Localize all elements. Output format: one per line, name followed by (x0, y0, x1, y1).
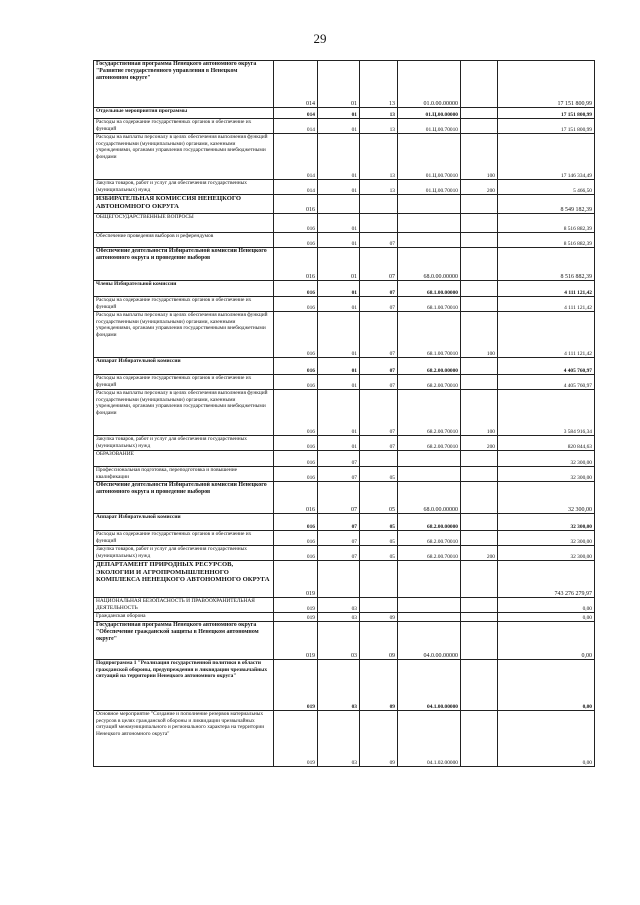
row-expense-type-code (461, 598, 498, 613)
row-expense-type-code (461, 531, 498, 546)
row-section-code: 01 (318, 297, 360, 312)
row-subsection-code: 07 (360, 375, 398, 390)
row-target-article-code: 01.0.00.00000 (398, 61, 461, 108)
row-subsection-code: 05 (360, 531, 398, 546)
row-ministry-code: 016 (274, 214, 318, 233)
row-ministry-code: 016 (274, 281, 318, 297)
row-expense-type-code (461, 248, 498, 281)
row-target-article-code (398, 467, 461, 482)
row-amount: 4 111 121,42 (498, 297, 595, 312)
row-ministry-code: 016 (274, 195, 318, 214)
row-section-code: 01 (318, 312, 360, 358)
row-expense-type-code (461, 561, 498, 598)
row-ministry-code: 019 (274, 598, 318, 613)
table-row (94, 312, 595, 358)
row-target-article-code: 01.Ц.00.70010 (398, 180, 461, 195)
row-subsection-code: 07 (360, 233, 398, 248)
table-row (94, 514, 595, 531)
row-section-code: 01 (318, 390, 360, 436)
row-section-code: 01 (318, 375, 360, 390)
row-ministry-code: 014 (274, 180, 318, 195)
row-expense-type-code (461, 613, 498, 622)
table-row (94, 358, 595, 375)
row-section-code (318, 195, 360, 214)
row-expense-type-code (461, 375, 498, 390)
row-target-article-code: 68.2.00.70010 (398, 390, 461, 436)
row-ministry-code: 014 (274, 119, 318, 134)
row-expense-type-code: 200 (461, 180, 498, 195)
row-name: Аппарат Избирательной комиссии (94, 514, 274, 531)
row-section-code: 07 (318, 451, 360, 467)
row-target-article-code (398, 214, 461, 233)
row-target-article-code: 68.2.00.70010 (398, 546, 461, 561)
row-expense-type-code (461, 482, 498, 514)
row-ministry-code: 019 (274, 561, 318, 598)
row-expense-type-code (461, 233, 498, 248)
row-ministry-code: 016 (274, 248, 318, 281)
row-ministry-code: 016 (274, 297, 318, 312)
table-row (94, 375, 595, 390)
row-target-article-code: 68.1.00.70010 (398, 312, 461, 358)
row-name: Отдельные мероприятия программы (94, 108, 274, 119)
row-ministry-code: 016 (274, 451, 318, 467)
row-amount: 0,00 (498, 613, 595, 622)
row-expense-type-code: 200 (461, 436, 498, 451)
row-amount: 4 405 760,97 (498, 358, 595, 375)
row-name: Расходы на содержание государственных органов и обеспечение их функций (94, 375, 274, 390)
row-section-code: 01 (318, 108, 360, 119)
row-section-code: 01 (318, 358, 360, 375)
table-row (94, 622, 595, 660)
row-subsection-code: 13 (360, 134, 398, 180)
row-section-code: 07 (318, 514, 360, 531)
row-name: Закупка товаров, работ и услуг для обеспечения государственных (муниципальных) нужд (94, 180, 274, 195)
row-section-code (318, 561, 360, 598)
row-amount: 17 146 334,49 (498, 134, 595, 180)
row-ministry-code: 016 (274, 531, 318, 546)
row-subsection-code: 05 (360, 546, 398, 561)
row-amount: 17 151 800,99 (498, 119, 595, 134)
row-amount: 32 300,00 (498, 514, 595, 531)
row-amount: 0,00 (498, 711, 595, 767)
row-target-article-code: 68.2.00.70010 (398, 531, 461, 546)
row-expense-type-code (461, 214, 498, 233)
row-section-code: 01 (318, 233, 360, 248)
row-amount: 0,00 (498, 660, 595, 711)
table-row (94, 451, 595, 467)
row-subsection-code: 05 (360, 467, 398, 482)
table-row (94, 546, 595, 561)
row-target-article-code: 68.2.00.00000 (398, 514, 461, 531)
row-ministry-code: 014 (274, 61, 318, 108)
row-amount: 4 405 760,97 (498, 375, 595, 390)
row-ministry-code: 016 (274, 312, 318, 358)
row-section-code: 07 (318, 531, 360, 546)
row-section-code: 01 (318, 134, 360, 180)
row-name: Аппарат Избирательной комиссии (94, 358, 274, 375)
row-amount: 0,00 (498, 622, 595, 660)
row-subsection-code: 07 (360, 281, 398, 297)
row-name: НАЦИОНАЛЬНАЯ БЕЗОПАСНОСТЬ И ПРАВООХРАНИТЕЛЬНАЯ ДЕЯТЕЛЬНОСТЬ (94, 598, 274, 613)
row-ministry-code: 016 (274, 514, 318, 531)
table-row (94, 467, 595, 482)
row-expense-type-code: 200 (461, 546, 498, 561)
table-row (94, 248, 595, 281)
row-expense-type-code (461, 297, 498, 312)
table-row (94, 297, 595, 312)
row-amount: 743 276 279,97 (498, 561, 595, 598)
row-expense-type-code (461, 467, 498, 482)
row-ministry-code: 019 (274, 660, 318, 711)
row-target-article-code: 68.1.00.00000 (398, 281, 461, 297)
row-amount: 8 516 882,39 (498, 248, 595, 281)
row-section-code: 01 (318, 248, 360, 281)
row-subsection-code (360, 561, 398, 598)
table-row (94, 660, 595, 711)
row-name: ОБРАЗОВАНИЕ (94, 451, 274, 467)
row-expense-type-code (461, 195, 498, 214)
row-ministry-code: 016 (274, 546, 318, 561)
row-section-code: 01 (318, 119, 360, 134)
row-ministry-code: 016 (274, 390, 318, 436)
row-ministry-code: 016 (274, 436, 318, 451)
row-name: Обеспечение деятельности Избирательной комиссии Ненецкого автономного округа и проведение выборов (94, 482, 274, 514)
row-target-article-code (398, 561, 461, 598)
row-ministry-code: 016 (274, 358, 318, 375)
row-amount: 3 584 916,34 (498, 390, 595, 436)
row-section-code: 01 (318, 180, 360, 195)
row-amount: 820 844,63 (498, 436, 595, 451)
row-subsection-code: 13 (360, 119, 398, 134)
row-subsection-code: 07 (360, 248, 398, 281)
row-subsection-code (360, 214, 398, 233)
table-row (94, 531, 595, 546)
row-section-code: 03 (318, 660, 360, 711)
row-name: Обеспечение деятельности Избирательной комиссии Ненецкого автономного округа и проведение выборов (94, 248, 274, 281)
row-section-code: 07 (318, 546, 360, 561)
row-target-article-code: 68.0.00.00000 (398, 248, 461, 281)
row-name: Расходы на содержание государственных органов и обеспечение их функций (94, 297, 274, 312)
row-section-code: 01 (318, 281, 360, 297)
row-name: Расходы на содержание государственных органов и обеспечение их функций (94, 531, 274, 546)
row-section-code: 03 (318, 622, 360, 660)
row-subsection-code: 07 (360, 312, 398, 358)
row-amount: 32 300,00 (498, 451, 595, 467)
row-expense-type-code (461, 451, 498, 467)
row-ministry-code: 016 (274, 467, 318, 482)
row-name: Закупка товаров, работ и услуг для обеспечения государственных (муниципальных) нужд (94, 546, 274, 561)
row-amount: 8 516 882,39 (498, 214, 595, 233)
row-ministry-code: 019 (274, 613, 318, 622)
row-expense-type-code (461, 61, 498, 108)
row-amount: 4 111 121,42 (498, 281, 595, 297)
row-expense-type-code (461, 711, 498, 767)
table-row (94, 482, 595, 514)
table-row (94, 281, 595, 297)
table-row (94, 61, 595, 108)
row-name: Гражданская оборона (94, 613, 274, 622)
row-name: Расходы на выплаты персоналу в целях обеспечения выполнения функций государственными (муниципальными) органами, казенными учреждениями, органами управления государственными внебюджетными фондами (94, 312, 274, 358)
row-ministry-code: 014 (274, 108, 318, 119)
table-row (94, 180, 595, 195)
table-row (94, 613, 595, 622)
row-amount: 4 111 121,42 (498, 312, 595, 358)
row-subsection-code: 09 (360, 622, 398, 660)
row-amount: 32 300,00 (498, 467, 595, 482)
row-name: Расходы на содержание государственных органов и обеспечение их функций (94, 119, 274, 134)
budget-table (93, 60, 595, 767)
row-expense-type-code: 100 (461, 312, 498, 358)
row-name: Закупка товаров, работ и услуг для обеспечения государственных (муниципальных) нужд (94, 436, 274, 451)
row-target-article-code (398, 613, 461, 622)
row-amount: 8 549 182,39 (498, 195, 595, 214)
row-section-code: 03 (318, 613, 360, 622)
row-target-article-code: 68.2.00.00000 (398, 358, 461, 375)
row-expense-type-code (461, 119, 498, 134)
row-ministry-code: 016 (274, 375, 318, 390)
row-name: Государственная программа Ненецкого автономного округа "Обеспечение гражданской защиты в Ненецком автономном округе" (94, 622, 274, 660)
row-target-article-code: 04.1.02.00000 (398, 711, 461, 767)
row-target-article-code: 68.1.00.70010 (398, 297, 461, 312)
row-subsection-code: 13 (360, 108, 398, 119)
table-row (94, 561, 595, 598)
row-name: ДЕПАРТАМЕНТ ПРИРОДНЫХ РЕСУРСОВ, ЭКОЛОГИИ И АГРОПРОМЫШЛЕННОГО КОМПЛЕКСА НЕНЕЦКОГО АВТОНОМНОГО ОКРУГА (94, 561, 274, 598)
row-amount: 5 466,50 (498, 180, 595, 195)
row-target-article-code (398, 195, 461, 214)
table-row (94, 233, 595, 248)
row-section-code: 07 (318, 467, 360, 482)
row-expense-type-code (461, 108, 498, 119)
row-amount: 32 300,00 (498, 546, 595, 561)
row-amount: 32 300,00 (498, 482, 595, 514)
table-row (94, 195, 595, 214)
table-row (94, 119, 595, 134)
table-row (94, 598, 595, 613)
row-subsection-code: 09 (360, 660, 398, 711)
row-name: Государственная программа Ненецкого автономного округа "Развитие государственного управления в Ненецком автономном округе" (94, 61, 274, 108)
table-row (94, 134, 595, 180)
row-subsection-code: 09 (360, 711, 398, 767)
row-subsection-code: 13 (360, 180, 398, 195)
row-subsection-code (360, 195, 398, 214)
table-row (94, 390, 595, 436)
row-amount: 0,00 (498, 598, 595, 613)
row-ministry-code: 016 (274, 233, 318, 248)
row-expense-type-code (461, 622, 498, 660)
row-expense-type-code (461, 281, 498, 297)
row-target-article-code: 01.Ц.00.00000 (398, 108, 461, 119)
row-target-article-code: 68.0.00.00000 (398, 482, 461, 514)
row-target-article-code (398, 451, 461, 467)
row-subsection-code: 09 (360, 613, 398, 622)
row-amount: 17 151 800,99 (498, 61, 595, 108)
row-name: Профессиональная подготовка, переподготовка и повышение квалификации (94, 467, 274, 482)
row-ministry-code: 014 (274, 134, 318, 180)
row-ministry-code: 019 (274, 711, 318, 767)
row-subsection-code: 05 (360, 482, 398, 514)
table-row (94, 214, 595, 233)
row-target-article-code: 68.2.00.70010 (398, 436, 461, 451)
row-target-article-code: 01.Ц.00.70010 (398, 134, 461, 180)
row-name: Обеспечение проведения выборов и референдумов (94, 233, 274, 248)
row-name: ОБЩЕГОСУДАРСТВЕННЫЕ ВОПРОСЫ (94, 214, 274, 233)
row-section-code: 01 (318, 61, 360, 108)
row-target-article-code: 04.0.00.00000 (398, 622, 461, 660)
row-expense-type-code (461, 514, 498, 531)
row-expense-type-code: 100 (461, 134, 498, 180)
row-ministry-code: 019 (274, 622, 318, 660)
row-subsection-code: 07 (360, 390, 398, 436)
row-subsection-code (360, 451, 398, 467)
row-name: Основное мероприятие "Создание и пополнение резервов материальных ресурсов в целях гражданской обороны и ликвидации чрезвычайных ситуаций межмуниципального и регионального характера на территории Ненецкого автономного округа" (94, 711, 274, 767)
row-target-article-code: 04.1.00.00000 (398, 660, 461, 711)
row-subsection-code: 07 (360, 436, 398, 451)
row-section-code: 07 (318, 482, 360, 514)
row-name: ИЗБИРАТЕЛЬНАЯ КОМИССИЯ НЕНЕЦКОГО АВТОНОМНОГО ОКРУГА (94, 195, 274, 214)
row-amount: 17 151 800,99 (498, 108, 595, 119)
row-name: Расходы на выплаты персоналу в целях обеспечения выполнения функций государственными (муниципальными) органами, казенными учреждениями, органами управления государственными внебюджетными фондами (94, 390, 274, 436)
row-subsection-code (360, 598, 398, 613)
table-row (94, 108, 595, 119)
row-amount: 8 516 882,39 (498, 233, 595, 248)
row-section-code: 03 (318, 598, 360, 613)
row-subsection-code: 05 (360, 514, 398, 531)
row-subsection-code: 13 (360, 61, 398, 108)
row-section-code: 01 (318, 214, 360, 233)
row-section-code: 03 (318, 711, 360, 767)
page-number: 29 (313, 31, 327, 46)
row-name: Расходы на выплаты персоналу в целях обеспечения выполнения функций государственными (муниципальными) органами, казенными учреждениями, органами управления государственными внебюджетными фондами (94, 134, 274, 180)
row-target-article-code (398, 598, 461, 613)
row-target-article-code: 01.Ц.00.70010 (398, 119, 461, 134)
row-subsection-code: 07 (360, 358, 398, 375)
row-section-code: 01 (318, 436, 360, 451)
row-subsection-code: 07 (360, 297, 398, 312)
row-expense-type-code (461, 358, 498, 375)
row-expense-type-code (461, 660, 498, 711)
row-ministry-code: 016 (274, 482, 318, 514)
row-amount: 32 300,00 (498, 531, 595, 546)
table-row (94, 436, 595, 451)
row-name: Члены Избирательной комиссии (94, 281, 274, 297)
row-target-article-code (398, 233, 461, 248)
row-expense-type-code: 100 (461, 390, 498, 436)
table-row (94, 711, 595, 767)
row-name: Подпрограмма 1 "Реализация государственной политики в области гражданской обороны, предупреждения и ликвидации чрезвычайных ситуаций на территории Ненецкого автономного округа" (94, 660, 274, 711)
row-target-article-code: 68.2.00.70010 (398, 375, 461, 390)
